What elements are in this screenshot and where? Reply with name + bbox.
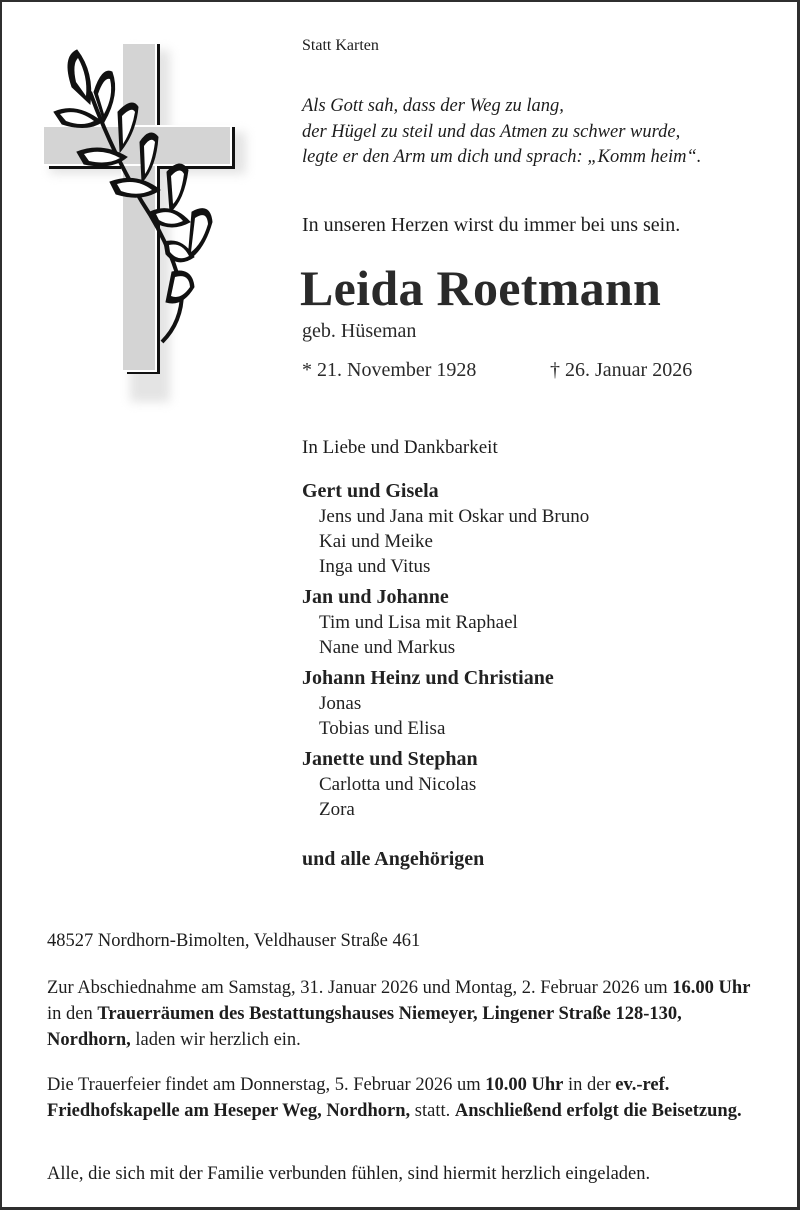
farewell-text: laden wir herzlich ein. [130, 1030, 301, 1050]
farewell-text: in den [47, 1004, 98, 1024]
farewell-location: Trauerräumen des Bestattungshauses Niemeyer, Lingener Straße 128-130, Nordhorn, [47, 1004, 682, 1050]
family-head: Johann Heinz und Christiane [302, 667, 554, 689]
funeral-text: Die Trauerfeier findet am Donnerstag, 5. Februar 2026 um [47, 1075, 486, 1095]
family-member: Zora [319, 799, 355, 820]
death-date: † 26. Januar 2026 [550, 359, 693, 381]
poem [302, 94, 701, 171]
family-member: Tim und Lisa mit Raphael [319, 612, 518, 633]
farewell-paragraph [47, 975, 759, 1053]
invitation-text: Alle, die sich mit der Familie verbunden fühlen, sind hiermit herzlich eingeladen. [47, 1164, 651, 1184]
family-member: Carlotta und Nicolas [319, 774, 477, 795]
family-member: Inga und Vitus [319, 556, 431, 577]
family-member: Kai und Meike [319, 531, 433, 552]
funeral-paragraph [47, 1072, 759, 1124]
family-head: Janette und Stephan [302, 748, 478, 770]
mourners-intro: In Liebe und Dankbarkeit [302, 437, 498, 458]
poem-line: legte er den Arm um dich und sprach: „Komm heim“. [302, 147, 702, 167]
deceased-name: Leida Roetmann [300, 260, 662, 316]
family-member: Nane und Markus [319, 637, 456, 658]
funeral-time: 10.00 Uhr [485, 1075, 564, 1095]
family-head: Jan und Johanne [302, 586, 449, 608]
poem-line: der Hügel zu steil und das Atmen zu schwer wurde, [302, 121, 681, 142]
maiden-name: geb. Hüseman [302, 320, 417, 342]
family-group [302, 666, 762, 741]
family-member: Jonas [319, 693, 362, 714]
family-group [302, 585, 762, 660]
statt-karten-label: Statt Karten [302, 37, 379, 54]
funeral-location: ev.-ref. Friedhofskapelle am Heseper Weg, Nordhorn, [47, 1075, 670, 1121]
funeral-text: in der [563, 1075, 616, 1095]
mourners-list [302, 479, 762, 828]
funeral-text: statt. [410, 1101, 455, 1121]
birth-date: * 21. November 1928 [302, 359, 477, 381]
burial-note: Anschließend erfolgt die Beisetzung. [454, 1101, 742, 1121]
poem-line: Als Gott sah, dass der Weg zu lang, [302, 96, 564, 116]
family-head: Gert und Gisela [302, 480, 439, 502]
farewell-time: 16.00 Uhr [672, 978, 751, 998]
family-address: 48527 Nordhorn-Bimolten, Veldhauser Straße 461 [47, 931, 421, 951]
cross-with-laurel-icon [32, 32, 252, 392]
family-group [302, 479, 762, 579]
farewell-text: Zur Abschiednahme am Samstag, 31. Januar 2026 und Montag, 2. Februar 2026 um [47, 978, 673, 998]
mourners-closing: und alle Angehörigen [302, 848, 485, 870]
family-member: Jens und Jana mit Oskar und Bruno [319, 506, 590, 527]
family-member: Tobias und Elisa [319, 718, 446, 739]
motto: In unseren Herzen wirst du immer bei uns sein. [302, 214, 681, 236]
laurel-branch-icon [32, 32, 252, 392]
family-group [302, 747, 762, 822]
